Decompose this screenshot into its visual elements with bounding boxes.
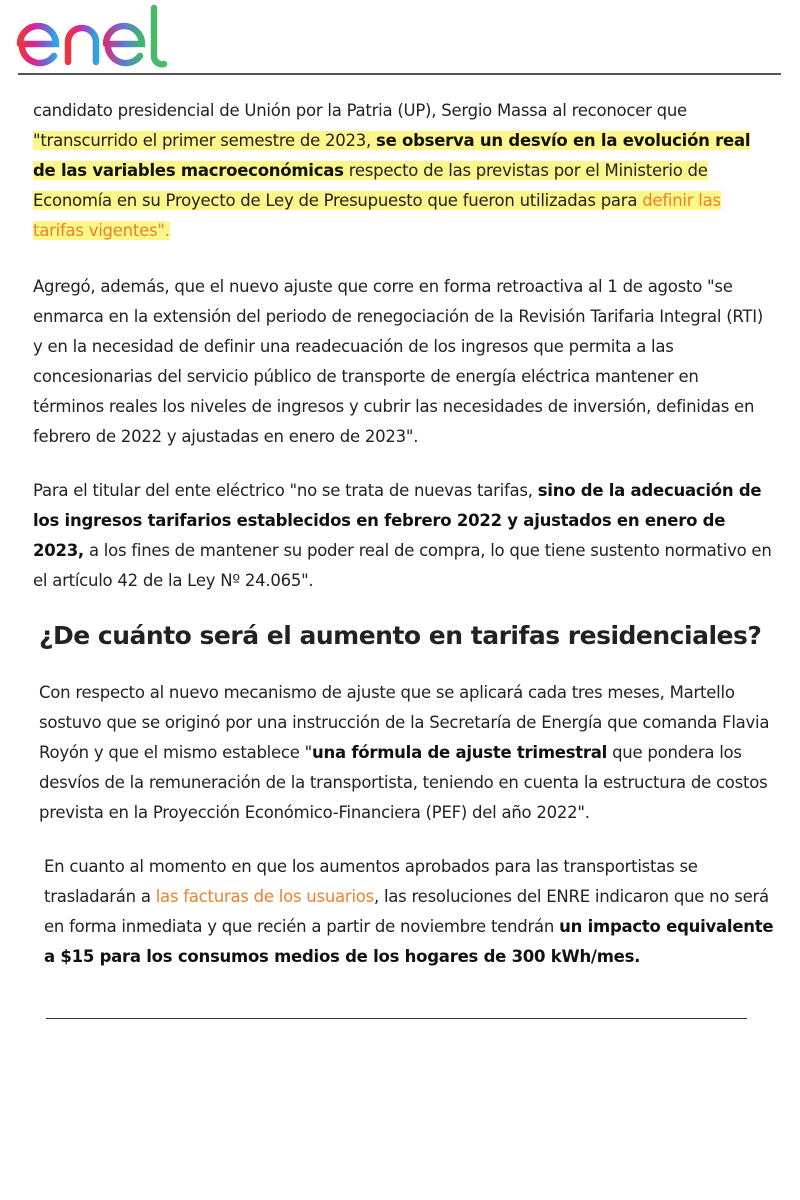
- article-body: [33, 96, 773, 620]
- paragraph-3-text-1: Para el titular del ente eléctrico "no se trata de nuevas tarifas,: [33, 481, 538, 500]
- footer-divider: [46, 1018, 747, 1019]
- highlighted-quote: [33, 131, 750, 240]
- paragraph-5: [44, 852, 774, 972]
- paragraph-1: [33, 96, 773, 246]
- quote-text-1: "transcurrido el primer semestre de 2023,: [33, 131, 376, 150]
- paragraph-3: [33, 476, 773, 596]
- paragraph-4: [39, 678, 774, 828]
- paragraph-5-text-1: En cuanto al momento en que los aumentos aprobados para las transportistas se trasladarán a: [44, 857, 698, 906]
- paragraph-4-text-1: Con respecto al nuevo mecanismo de ajuste que se aplicará cada tres meses, Martello sostuvo que se originó por una instrucción de la Secretaría de Energía que comanda Flavia Royón y que el mismo establece ": [39, 683, 770, 762]
- paragraph-5-bold: un impacto equivalente a $15 para los consumos medios de los hogares de 300 kWh/mes.: [44, 917, 774, 966]
- paragraph-3-bold: sino de la adecuación de los ingresos tarifarios establecidos en febrero 2022 y ajustados en enero de 2023,: [33, 481, 762, 560]
- paragraph-1-text: candidato presidencial de Unión por la Patria (UP), Sergio Massa al reconocer que: [33, 101, 687, 120]
- header-divider: [18, 73, 781, 75]
- quote-bold-text: se observa un desvío en la evolución real de las variables macroeconómicas: [33, 131, 751, 180]
- link-facturas-usuarios[interactable]: las facturas de los usuarios: [155, 887, 374, 906]
- paragraph-4-text-2: que pondera los desvíos de la remuneración de la transportista, teniendo en cuenta la estructura de costos prevista en la Proyección Económico-Financiera (PEF) del año 2022".: [39, 743, 768, 822]
- section-aumento: [39, 616, 774, 996]
- paragraph-4-bold: una fórmula de ajuste trimestral: [311, 743, 608, 762]
- quote-text-2: respecto de las previstas por el Ministerio de Economía en su Proyecto de Ley de Presupuesto que fueron utilizadas para: [33, 161, 708, 210]
- paragraph-2: Agregó, además, que el nuevo ajuste que corre en forma retroactiva al 1 de agosto "se enmarca en la extensión del periodo de renegociación de la Revisión Tarifaria Integral (RTI) y en la necesidad de definir una readecuación de los ingresos que permita a las concesionarias del servicio público de transporte de energía eléctrica mantener en términos reales los niveles de ingresos y cubrir las necesidades de inversión, definidas en febrero de 2022 y ajustadas en enero de 2023".: [33, 277, 764, 446]
- section-heading: ¿De cuánto será el aumento en tarifas residenciales?: [39, 621, 762, 650]
- enel-logo[interactable]: [16, 4, 186, 68]
- link-definir-tarifas[interactable]: definir las tarifas vigentes".: [33, 191, 721, 240]
- paragraph-3-text-2: a los fines de mantener su poder real de compra, lo que tiene sustento normativo en el artículo 42 de la Ley Nº 24.065".: [33, 541, 772, 590]
- paragraph-5-text-2: , las resoluciones del ENRE indicaron que no será en forma inmediata y que recién a partir de noviembre tendrán: [44, 887, 769, 936]
